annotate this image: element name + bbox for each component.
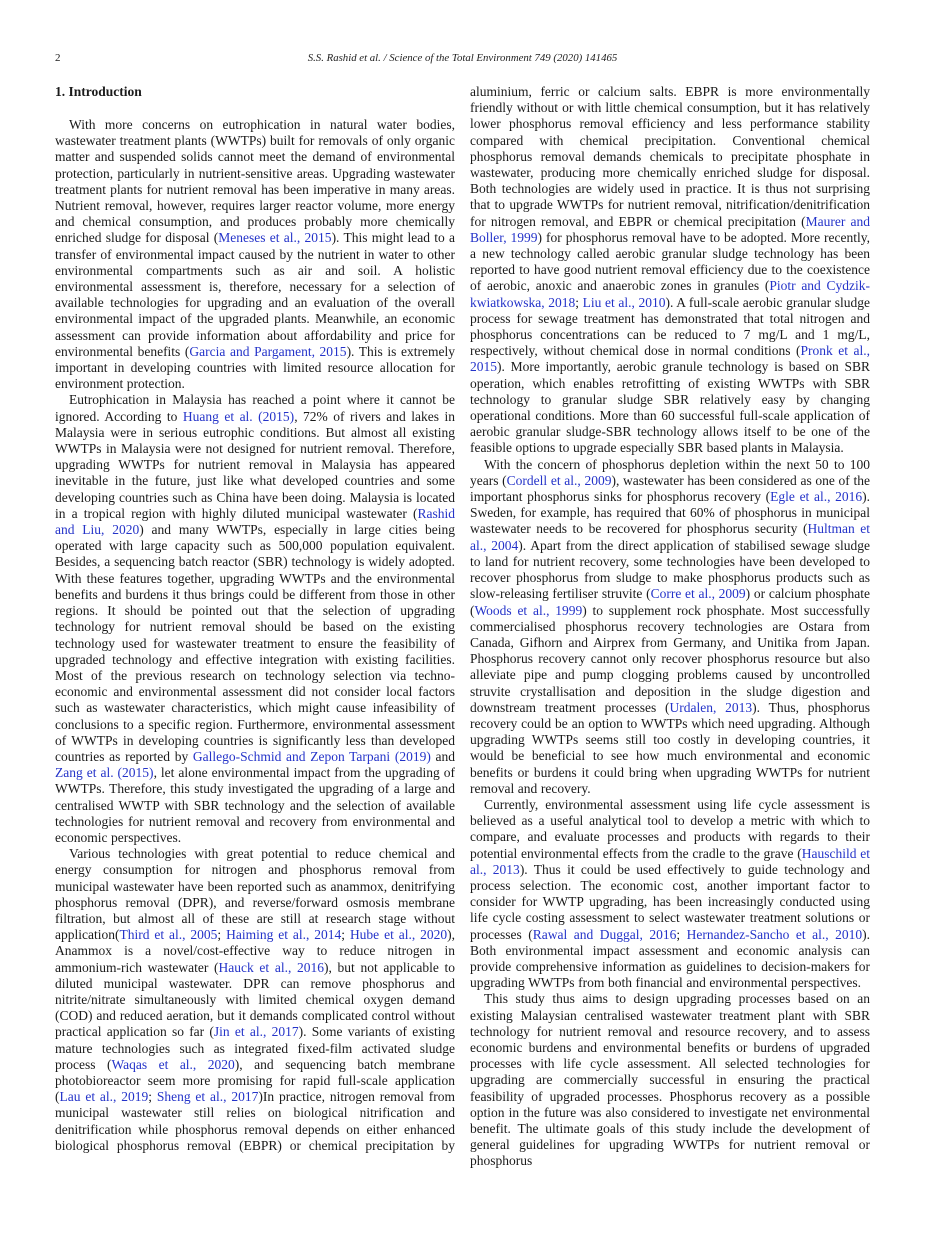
body-text: , let alone environmental impact from the upgrading of WWTPs. Therefore, this study investigated the upgrading of a large and centralised WWTP with SBR technology and the selection of available technologies for nutrient removal and recovery from environmental and economic perspectives. [55, 765, 455, 845]
body-text: ; [575, 294, 583, 310]
citation-link[interactable]: Egle et al., 2016 [770, 489, 863, 505]
body-text: ) and many WWTPs, especially in large cities being operated with large capacity such as 500,000 population equivalent. Besides, a sequencing batch reactor (SBR) technology is widely adopted. With these features together, upgrading WWTPs and the environmental benefits and burdens it thus brings could be different from those in other regions. It should be pointed out that the selection of upgrading technology for nutrient removal should be based on the existing technology used for wastewater treatment to ensure the feasibility of upgraded technology and effective integration with existing facilities. Most of the previous research on technology selection via techno-economic and environmental assessment did not consider local factors such as wastewater characteristics, which might cause infeasibility of conclusions to a specific region. Furthermore, environmental assessment of WWTPs in developing countries is significantly less than developed countries as reported by [55, 522, 455, 764]
paragraph [55, 117, 455, 392]
citation-link[interactable]: Woods et al., 1999 [474, 602, 583, 618]
citation-link[interactable]: Cordell et al., 2009 [506, 472, 612, 488]
body-text: ). This is extremely important in developing countries with limited resource allocation for environment protection. [55, 343, 455, 392]
citation-link[interactable]: Meneses et al., 2015 [218, 230, 332, 246]
citation-link[interactable]: Liu et al., 2010 [582, 294, 666, 310]
paragraph [470, 797, 870, 991]
section-heading: 1. Introduction [55, 84, 142, 99]
body-text: ). A full-scale aerobic granular sludge process for sewage treatment has demonstrated that total nitrogen and phosphorus concentrations can be reduced to 7 mg/L and 1 mg/L, respectively, without chemical dose in normal conditions ( [470, 294, 870, 359]
citation-link[interactable]: Jin et al., 2017 [213, 1024, 299, 1040]
body-text: ; [676, 926, 687, 942]
citation-link[interactable]: Sheng et al., 2017 [156, 1089, 259, 1105]
body-text: ), wastewater has been considered as one of the important phosphorus sinks for phosphorus recovery ( [470, 472, 870, 505]
citation-link[interactable]: Rawal and Duggal, 2016 [532, 926, 677, 942]
page-number: 2 [55, 52, 61, 64]
paragraph [55, 392, 455, 846]
body-text: Currently, environmental assessment using life cycle assessment is believed as a useful analytical tool to develop a metric with which to compare, and evaluate processes and products with regards to their potential environmental effects from the cradle to the grave ( [470, 796, 870, 861]
citation-link[interactable]: Garcia and Pargament, 2015 [189, 343, 347, 359]
body-text: ; [341, 927, 350, 943]
column-left [55, 84, 455, 1170]
body-text: ), Anammox is a novel/cost-effective way to reduce nitrogen in ammonium-rich wastewater ( [55, 927, 455, 975]
body-text: ). Some variants of existing mature technologies such as integrated fixed-film activated sludge process ( [55, 1024, 455, 1072]
column-right-paragraphs [470, 84, 870, 1170]
paragraph [470, 457, 870, 797]
body-text: ) or calcium phosphate ( [470, 586, 871, 618]
citation-link[interactable]: Pronk et al., 2015 [470, 343, 870, 375]
running-title: S.S. Rashid et al. / Science of the Total Environment 749 (2020) 141465 [307, 52, 618, 64]
paragraph [55, 846, 455, 1154]
body-text: With more concerns on eutrophication in natural water bodies, wastewater treatment plants (WWTPs) built for removals of only organic matter and suspended solids cannot meet the demand of environmental protection, particularly in nutrient-sensitive areas. Upgrading wastewater treatment plants for nutrient removal has been imperative in many areas. Nutrient removal, however, requires larger reactor volume, more energy and chemical consumption, and produces probably more chemically enriched sludge for disposal ( [55, 117, 455, 246]
citation-link[interactable]: Maurer and Boller, 1999 [470, 213, 870, 245]
citation-link[interactable]: Hultman et al., 2004 [470, 521, 870, 553]
citation-link[interactable]: Haiming et al., 2014 [226, 927, 342, 943]
body-text: With the concern of phosphorus depletion within the next 50 to 100 years ( [470, 456, 870, 488]
column-left-paragraphs [55, 117, 455, 1154]
body-text: ). Apart from the direct application of stabilised sewage sludge to land for nutrient recovery, some technologies have been developed to recover phosphorus from sludge to make phosphorus products such as slow-releasing fertiliser struvite ( [470, 537, 870, 602]
body-text: )In practice, nitrogen removal from municipal wastewater still relies on biological nitrification and denitrification while phosphorus removal depends on either enhanced biological phosphorus removal (EBPR) or chemical precipitation by [55, 1089, 456, 1153]
body-text: ). Both environmental impact assessment and economic analysis can provide comprehensive information as guidelines to decision-makers for upgrading WWTPs from both financial and environmental perspectives. [470, 926, 870, 991]
body-text: ) to supplement rock phosphate. Most successfully commercialised phosphorus recovery technologies are Ostara from Canada, Gifhorn and Airprex from Germany, and Unitika from Japan. Phosphorus recovery cannot only recover phosphorus resource but also alleviate pipe and pump clogging problems caused by uncontrolled struvite crystallisation and deposition in the sludge digestion and downstream treatment processes ( [470, 602, 871, 715]
citation-link[interactable]: Lau et al., 2019 [59, 1089, 149, 1105]
body-text: Various technologies with great potential to reduce chemical and energy consumption for nitrogen and phosphorus removal from municipal wastewater have been reported such as anammox, denitrifying phosphorus removal (DPR), and reverse/forward osmosis membrane filtration, but almost all of these are still at research stage without application( [55, 846, 455, 943]
body-text: ), but not applicable to diluted municipal wastewater. DPR can remove phosphorus and nitrite/nitrate simultaneously with limited chemical oxygen demand (COD) and reduced aeration, but it demands complicated control without practical application so far ( [55, 959, 455, 1040]
citation-link[interactable]: Rashid and Liu, 2020 [55, 505, 455, 538]
page-header [55, 52, 870, 64]
citation-link[interactable]: Third et al., 2005 [119, 927, 218, 943]
body-text: aluminium, ferric or calcium salts. EBPR is more environmentally friendly without or with little chemical consumption, but it has relatively lower phosphorus removal efficiency and less performance stability compared with chemical precipitation. Conventional chemical phosphorus removal demands chemicals to precipitate phosphate in wastewater, producing more chemically enriched sludge for disposal. Both technologies are widely used in practice. It is thus not surprising that to upgrade WWTPs for nutrient removal, nitrification/denitrification for nitrogen removal, and EBPR or chemical precipitation ( [470, 84, 870, 229]
citation-link[interactable]: Hube et al., 2020 [349, 927, 448, 943]
body-text: and [430, 748, 455, 764]
body-text: ). Thus it could be used effectively to guide technology and process selection. The economic cost, another important factor to consider for WWTP upgrading, has been increasingly conducted using life cycle costing assessment to select wastewater treatment solutions or processes ( [470, 861, 870, 942]
citation-link[interactable]: Hauschild et al., 2013 [470, 845, 870, 877]
body-text: ; [148, 1089, 157, 1105]
body-text: ) for phosphorus removal have to be adopted. More recently, a new technology called aerobic granular sludge technology has been reported to have good nutrient removal efficiency due to the coexistence of aerobic, anoxic and anaerobic zones in granules ( [470, 229, 870, 294]
citation-link[interactable]: Gallego-Schmid and Zepon Tarpani (2019) [192, 748, 431, 764]
column-right [470, 84, 870, 1170]
body-text: ), and sequencing batch membrane photobioreactor seem more promising for rapid full-scale application ( [55, 1056, 456, 1105]
body-text: ; [217, 927, 227, 943]
citation-link[interactable]: Urdalen, 2013 [669, 699, 753, 715]
citation-link[interactable]: Huang et al. (2015) [182, 408, 295, 424]
body-text: , 72% of rivers and lakes in Malaysia were in serious eutrophic conditions. But almost all existing WWTPs in Malaysia were not designed for nutrient removal. Therefore, upgrading WWTPs for nutrient removal in Malaysia has appeared inevitable in the future, just like what developed countries and some developing countries such as China have been doing. Malaysia is located in a tropical region with highly diluted municipal wastewater ( [55, 408, 455, 521]
paragraph [470, 991, 870, 1169]
paragraph [470, 84, 870, 457]
citation-link[interactable]: Hauck et al., 2016 [218, 959, 324, 975]
body-text: ). Sweden, for example, has required that 60% of phosphorus in municipal wastewater needs to be recovered for phosphorus security ( [470, 489, 870, 537]
body-text: This study thus aims to design upgrading processes based on an existing Malaysian centralised wastewater treatment plant with SBR technology for nutrient removal and resource recovery, and to assess economic burdens and environmental benefits or burdens of upgraded processes with life cycle assessment. All selected technologies for upgrading are commercially successful in ensuring the practical feasibility of upgraded processes. Phosphorus recovery as a possible option in the future was also considered to investigate net environmental benefit. The ultimate goals of this study include the development of general guidelines for upgrading WWTPs for nutrient removal or phosphorus [470, 991, 870, 1169]
citation-link[interactable]: Zang et al. (2015) [55, 765, 154, 781]
body-text: ). This might lead to a transfer of environmental impact caused by the nutrient in water to other environmental compartments such as air and soil. A holistic environmental assessment is, therefore, necessary for a selection of available technologies for upgrading and an evaluation of the overall environmental impact of the upgraded plants. Meanwhile, an economic assessment can provide information about affordability and price for environmental benefits ( [55, 230, 456, 359]
body-text: ). Thus, phosphorus recovery could be an option to WWTPs which need upgrading. Although upgrading WWTPs seems still too costly in developing countries, it would be beneficial to see how much environmental and economic benefits or burdens it could bring when upgrading WWTPs for nutrient removal and recovery. [470, 699, 870, 796]
citation-link[interactable]: Piotr and Cydzik-kwiatkowska, 2018 [470, 278, 870, 310]
citation-link[interactable]: Hernandez-Sancho et al., 2010 [686, 926, 863, 942]
citation-link[interactable]: Corre et al., 2009 [650, 586, 746, 602]
citation-link[interactable]: Waqas et al., 2020 [111, 1056, 235, 1072]
article-body [55, 84, 870, 1170]
body-text: ). More importantly, aerobic granule technology is based on SBR operation, which enables retrofitting of existing WWTPs with SBR technology to granular sludge SBR relatively easy by changing operational conditions. More than 60 successful full-scale application of aerobic granular sludge-SBR technology allows itself to be one of the feasible options to upgrade especially SBR based plants in Malaysia. [470, 359, 870, 456]
body-text: Eutrophication in Malaysia has reached a point where it cannot be ignored. According to [55, 392, 455, 424]
